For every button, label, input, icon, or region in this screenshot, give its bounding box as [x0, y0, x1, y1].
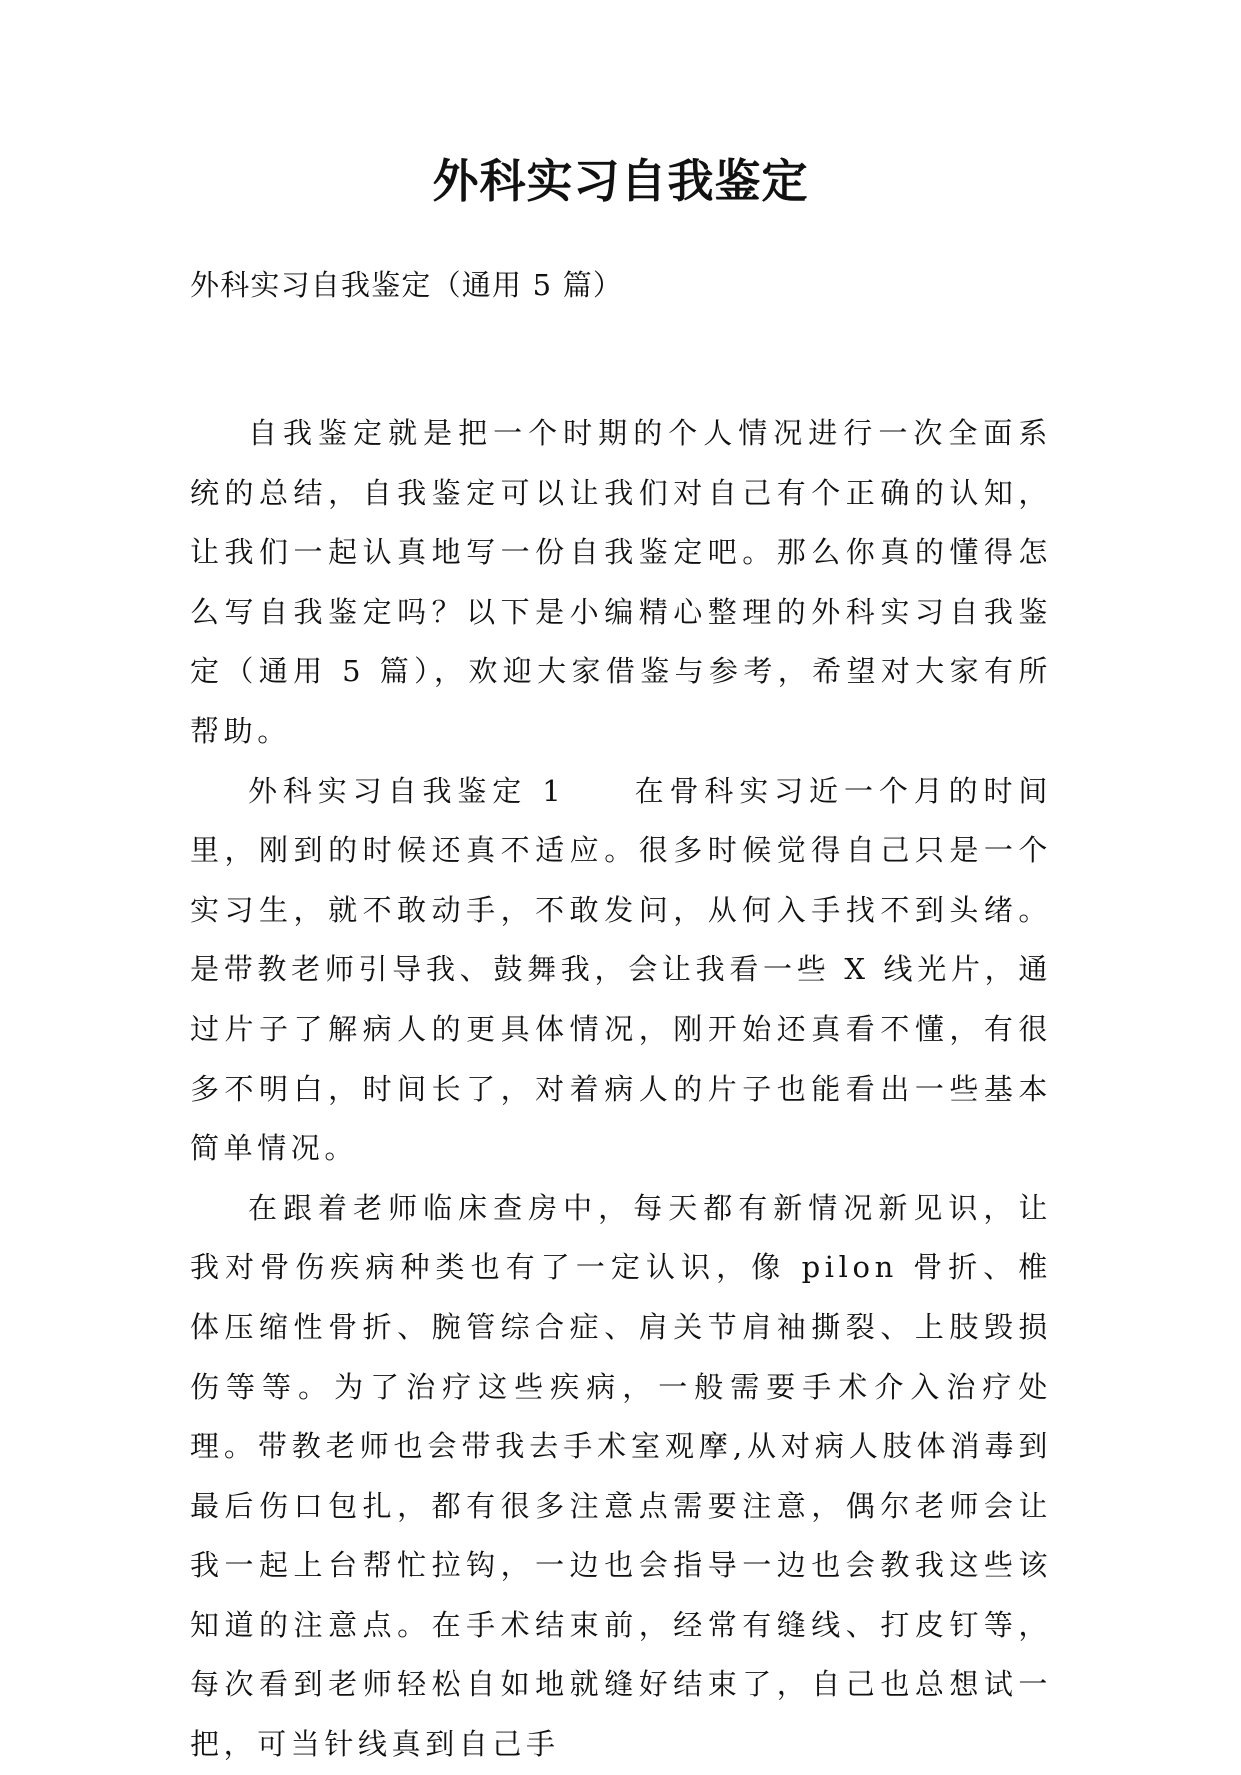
- document-body: [190, 404, 1052, 1775]
- section-1-text: 在骨科实习近一个月的时间里，刚到的时候还真不适应。很多时候觉得自己只是一个实习生，就不敢动手，不敢发问，从何入手找不到头绪。是带教老师引导我、鼓舞我，会让我看一些 X 线光片，通过片子了解病人的更具体情况，刚开始还真看不懂，有很多不明白，时间长了，对着病人的片子也能看出一些基本简单情况。: [190, 773, 1052, 1166]
- document-title: 外科实习自我鉴定: [432, 154, 809, 208]
- intro-paragraph: 自我鉴定就是把一个时期的个人情况进行一次全面系统的总结，自我鉴定可以让我们对自己有个正确的认知，让我们一起认真地写一份自我鉴定吧。那么你真的懂得怎么写自我鉴定吗？以下是小编精心整理的外科实习自我鉴定（通用 5 篇），欢迎大家借鉴与参考，希望对大家有所帮助。: [190, 416, 1052, 748]
- section-1-paragraph: [190, 762, 1052, 1179]
- body-paragraph-3: 在跟着老师临床查房中，每天都有新情况新见识，让我对骨伤疾病种类也有了一定认识，像 pilon 骨折、椎体压缩性骨折、腕管综合症、肩关节肩袖撕裂、上肢毁损伤等等。为了治疗这些疾病，一般需要手术介入治疗处理。带教老师也会带我去手术室观摩,从对病人肢体消毒到最后伤口包扎，都有很多注意点需要注意，偶尔老师会让我一起上台帮忙拉钩，一边也会指导一边也会教我这些该知道的注意点。在手术结束前，经常有缝线、打皮钉等，每次看到老师轻松自如地就缝好结束了，自己也总想试一把，可当针线真到自己手: [190, 1190, 1052, 1762]
- document-subtitle: 外科实习自我鉴定（通用 5 篇）: [190, 268, 624, 302]
- section-1-heading: 外科实习自我鉴定 1: [248, 773, 566, 808]
